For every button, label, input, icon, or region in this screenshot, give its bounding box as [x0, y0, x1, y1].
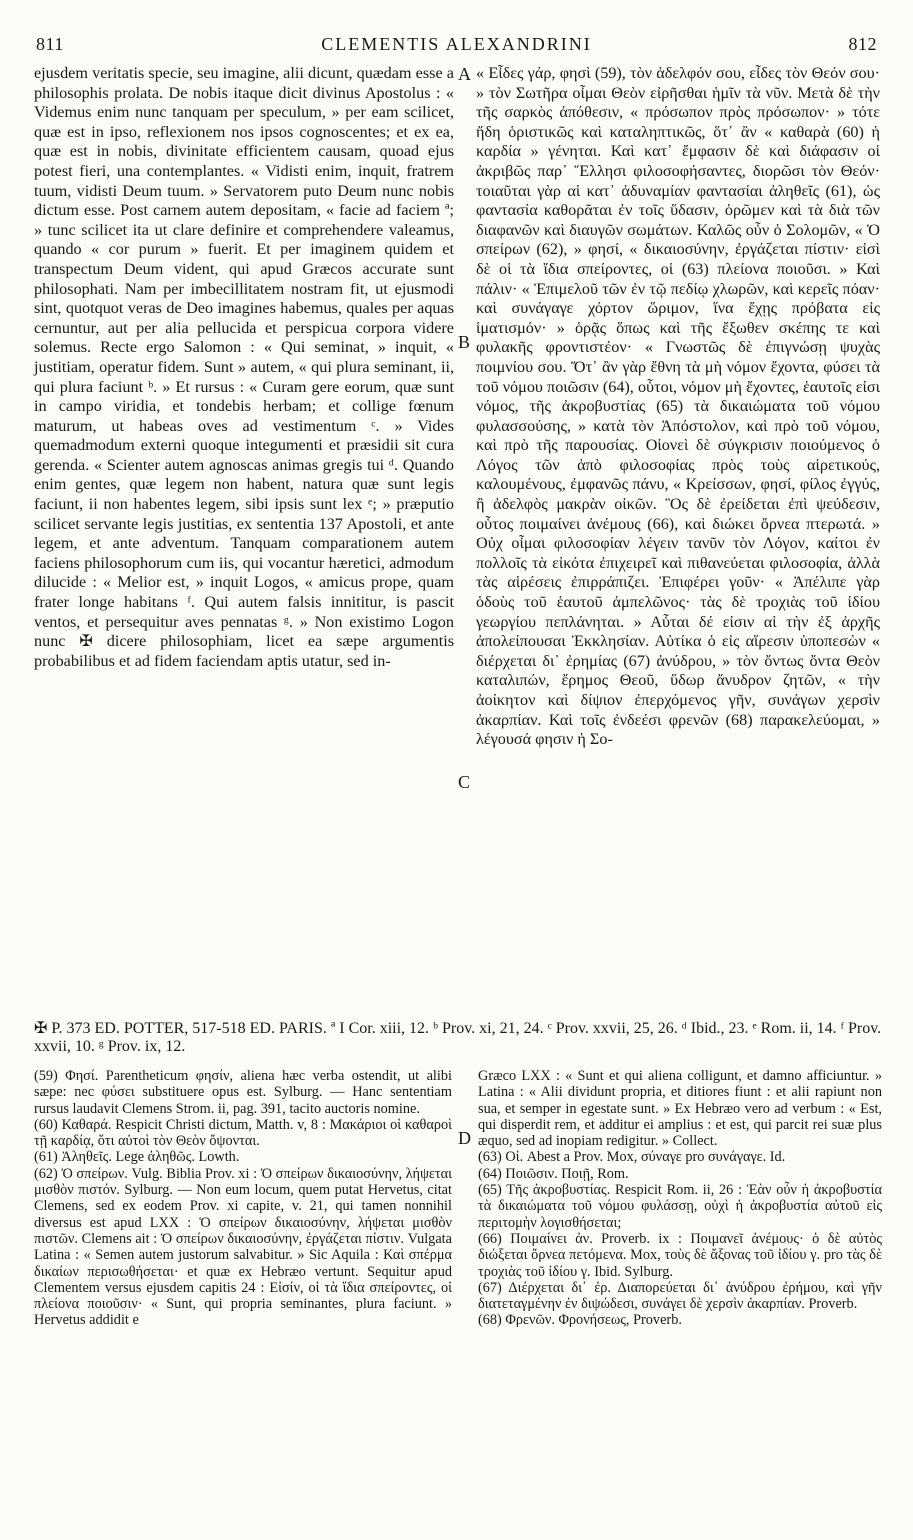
footnote: (64) Ποιῶσιν. Ποιῇ, Rom. — [478, 1165, 629, 1182]
left-page-number: 811 — [36, 34, 64, 54]
footnote: (60) Καθαρά. Respicit Christi dictum, Matth. v, 8 : Μακάριοι οἱ καθαροὶ τῇ καρδίᾳ, ὅτι αὐτοὶ τὸν Θεὸν ὄψονται. — [34, 1116, 452, 1150]
footnote: (61) Ἀληθεῖς. Lege ἀληθῶς. Lowth. — [34, 1149, 240, 1166]
margin-marker-a: A — [458, 64, 471, 84]
footnote: (62) Ὁ σπείρων. Vulg. Biblia Prov. xi : Ὁ σπείρων δικαιοσύνην, λήψεται μισθὸν πιστόν. Sylburg. — Non eum locum, quem putat Hervetus, citat Clemens, sed ex eodem Prov. xi capite, v. 21, qui tamen nonnihil diversus est apud LXX : Ὁ σπείρων δικαιοσύνην, λήψεται μισθὸν πιστῶν. Clemens ait : Ὁ σπείρων δικαιοσύνην, ἐργάζεται πίστιν. Vulgata Latina : « Semen autem justorum salvabitur. » Sic Aquila : Καὶ σπέρμα δικαίων περισωθήσεται· et quæ ex Hebræo vertunt. Sequitur apud Clementem versus ejusdem capitis 24 : Εἰσίν, οἱ τὰ ἴδια σπείροντες, οἱ πλείονα ποιοῦσιν· « Sunt, qui propria seminantes, plura faciunt. » Hervetus addidit e — [34, 1165, 452, 1329]
footnotes-right — [478, 1068, 882, 1329]
running-title: CLEMENTIS ALEXANDRINI — [321, 34, 592, 54]
footnote: (63) Οἱ. Abest a Prov. Mox, σύναγε pro συνάγαγε. Id. — [478, 1149, 786, 1166]
footnotes-left — [34, 1068, 452, 1329]
right-page-number: 812 — [848, 34, 877, 54]
references-text: ✠ P. 373 ED. POTTER, 517-518 ED. PARIS. ª I Cor. xiii, 12. ᵇ Prov. xi, 21, 24. ᶜ Prov. xxvii, 25, 26. ᵈ Ibid., 23. ᵉ Rom. ii, 14. ᶠ Prov. xxvii, 10. ᵍ Prov. ix, 12. — [34, 1020, 882, 1055]
footnote: (59) Φησί. Parentheticum φησίν, aliena hæc verba ostendit, ut alibi sæpe: nec φύσει substituere opus est. Sylburg. — Hanc sententiam rursus laudavit Clemens Strom. ii, pag. 391, tacito auctoris nomine. — [34, 1068, 452, 1117]
greek-main-column — [476, 64, 880, 750]
footnote: (68) Φρενῶν. Φρονήσεως, Proverb. — [478, 1312, 682, 1329]
footnote: Græco LXX : « Sunt et qui aliena colligunt, et damno afficiuntur. » Latina : « Alii dividunt propria, et ditiores fiunt : et alii rapiunt non sua, et semper in egestate sunt. » Ex Hebræo vero ad verbum : « Est, qui disperdit rem, et additur ei amplius : et est, qui parcit rei suæ plus æquo, sed ad inopiam redigitur. » Collect. — [478, 1068, 882, 1150]
margin-marker-c: C — [458, 772, 471, 792]
latin-main-text: ejusdem veritatis specie, seu imagine, alii dicunt, quædam esse a philosophis prolata. De nobis itaque dicit divinus Apostolus : « Videmus enim nunc tanquam per speculum, » per eam scilicet, quæ est in ipso, reflexionem nos ipsos cognoscentes; et ex ea, quæ est in nobis, divinitate efficientem causam, quoad ejus potest fieri, una contemplantes. « Vidisti enim, inquit, fratrem tuum, vidisti Deum tuum. » Servatorem puto Deum nunc nobis dictum esse. Post carnem autem depositam, « facie ad faciem ª; » tunc scilicet ita ut clare definire et comprehendere valeamus, quando « cor purum » fuerit. Et per imaginem quidem et transpectum Deum vident, qui apud Græcos accurate sunt philosophati. Nam per imbecillitatem nostram fit, ut ejusmodi sint, quotquot veras de Deo imagines habemus, quales per aquas cernuntur, aut per alia pellucida et perspicua corpora videre solemus. Recte ergo Salomon : « Qui seminat, » inquit, « justitiam, operatur fidem. Sunt » autem, « qui plura seminant, ii, qui plura faciunt ᵇ. » Et rursus : « Curam gere eorum, quæ sunt in campo viridia, et tondebis herbam; et collige fœnum maturum, ut habeas oves ad vestimentum ᶜ. » Vides quemadmodum externi quoque integumenti et præsidii sit cura gerenda. « Scienter autem agnoscas animas gregis tui ᵈ. Quando enim gentes, quæ legem non habent, natura quæ sunt legis faciunt, ii non habentes legem, sibi ipsis sunt lex ᵉ; » præputio scilicet servante legis justitias, ex sententia 137 Apostoli, et ante legem, et ante adventum. Tanquam comparationem autem faciens philosophorum cum iis, qui vocantur hæretici, admodum dilucide : « Melior est, » inquit Logos, « amicus prope, quam frater longe habitans ᶠ. Qui autem falsis innititur, is pascit ventos, et persequitur aves pennatas ᵍ. » Non existimo Logon nunc ✠ dicere philosophiam, licet ea sæpe argumentis probabilibus et ad fidem faciendam aptis utatur, sed in- — [34, 64, 454, 670]
latin-main-column — [34, 64, 454, 671]
footnote: (66) Ποιμαίνει ἀν. Proverb. ix : Ποιμανεῖ ἀνέμους· ὁ δὲ αὐτὸς διώξεται ὄρνεα πετόμενα. Mox, τοὺς δὲ ἄξονας τοῦ ἰδίου γ. pro τὰς δὲ τροχιὰς τοῦ ἰδίου γ. Ibid. Sylburg. — [478, 1230, 882, 1280]
margin-marker-b: B — [458, 332, 471, 352]
margin-marker-d: D — [458, 1128, 471, 1148]
greek-main-text: « Εἶδες γάρ, φησὶ (59), τὸν ἀδελφόν σου, εἶδες τὸν Θεόν σου· » τὸν Σωτῆρα οἶμαι Θεὸν εἰρῆσθαι ἡμῖν τὰ νῦν. Μετὰ δὲ τὴν τῆς σαρκὸς ἀπόθεσιν, « πρόσωπον πρὸς πρόσωπον· » τότε ἤδη ὁριστικῶς καὶ καταληπτικῶς, ὅτ᾽ ἂν « καθαρὰ (60) ἡ καρδία » γένηται. Καὶ κατ᾽ ἔμφασιν δὲ καὶ διάφασιν οἱ ἀκριβῶς παρ᾽ Ἕλλησι φιλοσοφήσαντες, διορῶσι τὸν Θεόν· τοιαῦται γὰρ αἱ κατ᾽ ἀδυναμίαν φαντασίαι ἀληθεῖς (61), ὡς φαντασία καθορᾶται ἐν τοῖς ὕδασιν, ὁρῶμεν καὶ τὰ διὰ τῶν διαφανῶν καὶ διαυγῶν σωμάτων. Καλῶς οὖν ὁ Σολομῶν, « Ὁ σπείρων (62), » φησί, « δικαιοσύνην, ἐργάζεται πίστιν· εἰσὶ δὲ οἱ τὰ ἴδια σπείροντες, οἱ (63) πλείονα ποιοῦσι. » Καὶ πάλιν· « Ἐπιμελοῦ τῶν ἐν τῷ πεδίῳ χλωρῶν, καὶ κερεῖς πόαν· καὶ συνάγαγε χόρτον ὥριμον, ἵνα ἔχῃς πρόβατα εἰς ἱματισμόν· » ὁρᾷς ὅπως καὶ τῆς ἔξωθεν σκέπης τε καὶ φυλακῆς φροντιστέον· « Γνωστῶς δὲ ἐπιγνώσῃ ψυχὰς ποιμνίου σου. Ὅτ᾽ ἂν γὰρ ἔθνη τὰ μὴ νόμον ἔχοντα, φύσει τὰ τοῦ νόμου ποιῶσιν (64), οὗτοι, νόμον μὴ ἔχοντες, ἑαυτοῖς εἰσι νόμος, τῆς ἀκροβυστίας (65) τὰ δικαιώματα τοῦ νόμου φυλασσούσης, » κατὰ τὸν Ἀπόστολον, καὶ πρὸ τοῦ νόμου, καὶ πρὸ τῆς παρουσίας. Οἱονεὶ δὲ σύγκρισιν ποιούμενος ὁ Λόγος τῶν ἀπὸ φιλοσοφίας πρὸς τοὺς αἱρετικούς, καλουμένους, ἐμφανῶς πάνυ, « Κρείσσων, φησί, φίλος ἐγγύς, ἢ ἀδελφὸς μακρὰν οἰκῶν. Ὃς δὲ ἐρείδεται ἐπὶ ψεύδεσιν, οὗτος ποιμαίνει ἀνέμους (66), καὶ διώκει ὄρνεα πτερωτά. » Οὐχ οἶμαι φιλοσοφίαν λέγειν τανῦν τὸν Λόγον, καίτοι ἐν πολλοῖς τὰ εἰκότα ἐπιχειρεῖ καὶ πιθανεύεται φιλοσοφία, ἀλλὰ τὰς αἱρέσεις ἐπιρράπιζει. Ἐπιφέρει γοῦν· « Ἀπέλιπε γὰρ ὁδοὺς τοῦ ἑαυτοῦ ἀμπελῶνος· τὰς δὲ τροχιὰς τοῦ ἰδίου γεωργίου πεπλάνηται. » Αὗται δέ εἰσιν αἱ τὴν ἐξ ἀρχῆς ἀπολείπουσαι Ἐκκλησίαν. Αὐτίκα ὁ εἰς αἵρεσιν ὑποπεσὼν « διέρχεται δι᾽ ἐρημίας (67) ἀνύδρου, » τὸν ὄντως ὄντα Θεὸν καταλιπών, ἔρημος Θεοῦ, ὕδωρ ἄνυδρον ζητῶν, « τὴν ἀοίκητον καὶ δίψιον ἐπερχόμενος γῆν, συνάγων χερσὶν ἀκαρπίαν. Καὶ τοῖς ἐνδεέσι φρενῶν (68) παρακελεύομαι, » λέγουσά φησιν ἡ Σο- — [476, 64, 880, 749]
scripture-references — [34, 1020, 884, 1056]
footnote: (65) Τῆς ἀκροβυστίας. Respicit Rom. ii, 26 : Ἐὰν οὖν ἡ ἀκροβυστία τὰ δικαιώματα τοῦ νόμου φυλάσσῃ, οὐχὶ ἡ ἀκροβυστία αὐτοῦ εἰς περιτομὴν λογισθήσεται; — [478, 1182, 882, 1231]
running-header — [36, 34, 877, 58]
footnote: (67) Διέρχεται δι᾽ ἐρ. Διαπορεύεται δι᾽ ἀνύδρου ἐρήμου, καὶ γῆν διατεταγμένην ἐν διψώδεσι, συνάγει δὲ χερσὶν ἀκαρπίαν. Proverb. — [478, 1279, 882, 1313]
